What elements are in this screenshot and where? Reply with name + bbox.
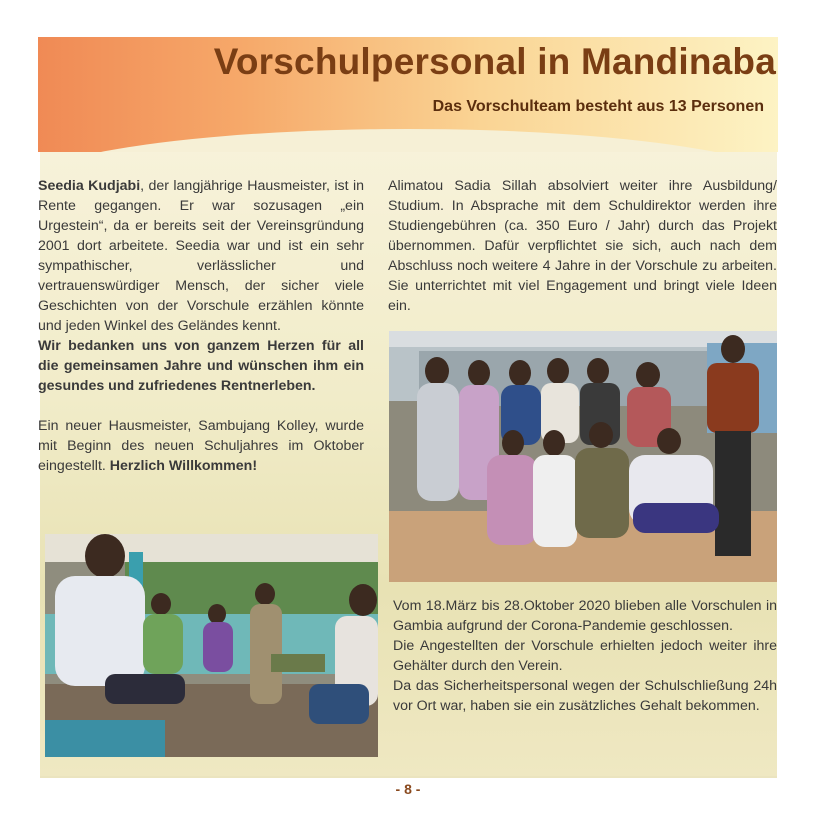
welcome-text: Herzlich Willkommen!	[109, 458, 258, 474]
left-text-column	[38, 176, 364, 476]
header-banner	[38, 37, 778, 152]
thanks-paragraph: Wir bedanken uns von ganzem Herzen für all die gemeinsamen Jahre und wünschen ihm ein gesundes und zufriedenes Rentnerleben.	[38, 338, 364, 394]
paragraph-salaries: Die Angestellten der Vorschule erhielten jedoch weiter ihre Gehälter durch den Verein.	[393, 638, 777, 674]
name-seedia: Seedia Kudjabi	[38, 178, 141, 194]
right-bottom-text	[393, 596, 777, 716]
right-text-column	[388, 176, 777, 316]
paragraph-seedia	[38, 176, 364, 336]
seedia-text: , der langjährige Hausmeister, ist in Rente gegangen. Er war sozusagen „ein Urgestein“, da er bereits seit der Vereinsgründung 2001 dort arbeitete. Seedia war und ist ein sehr sympathischer, verlässlicher und vertrauenswürdiger Mensch, der sicher viele Geschichten von der Vorschule erzählen könnte und jeden Winkel des Geländes kennt.	[38, 178, 364, 334]
staff-group-photo	[389, 331, 777, 582]
veranda-photo	[45, 534, 378, 757]
staff-group-photo-drawing	[389, 331, 777, 582]
veranda-photo-drawing	[45, 534, 378, 757]
page-subtitle: Das Vorschulteam besteht aus 13 Personen	[432, 98, 764, 115]
paragraph-security: Da das Sicherheitspersonal wegen der Schulschließung 24h vor Ort war, haben sie ein zusätzliches Gehalt bekommen.	[393, 678, 777, 714]
paragraph-corona: Vom 18.März bis 28.Oktober 2020 blieben alle Vorschulen in Gambia aufgrund der Corona-Pandemie geschlossen.	[393, 598, 777, 634]
paragraph-new-caretaker	[38, 416, 364, 476]
page-title: Vorschulpersonal in Mandinaba	[213, 41, 776, 82]
footer-divider	[40, 776, 777, 778]
new-caretaker-text: Ein neuer Hausmeister, Sambujang Kolley, wurde mit Beginn des neuen Schuljahres im Oktober eingestellt.	[38, 418, 364, 474]
paragraph-alimatou: Alimatou Sadia Sillah absolviert weiter ihre Ausbildung/ Studium. In Absprache mit dem Schuldirektor werden ihre Studiengebühren (ca. 350 Euro / Jahr) durch das Projekt übernommen. Dafür verpflichtet sie sich, auch nach dem Abschluss noch weitere 4 Jahre in der Vorschule zu arbeiten. Sie unterrichtet mit viel Engagement und bringt viele Ideen ein.	[388, 178, 777, 314]
page-number: - 8 -	[395, 781, 421, 797]
